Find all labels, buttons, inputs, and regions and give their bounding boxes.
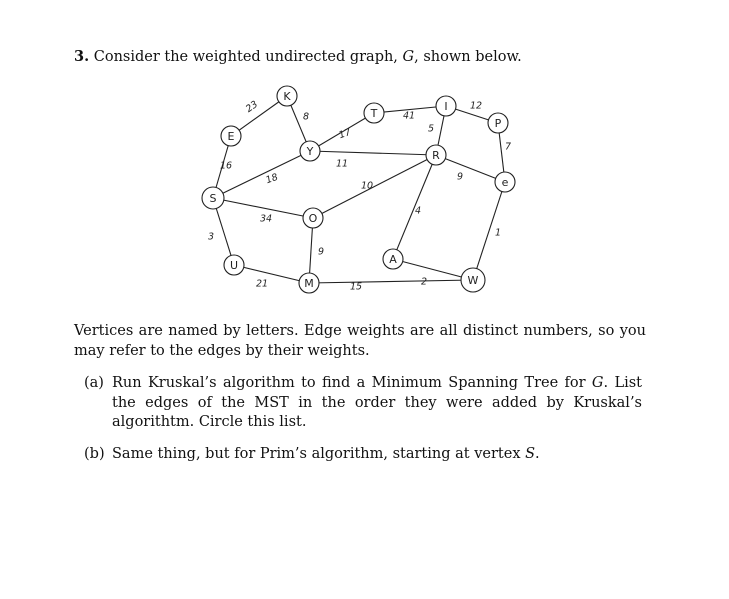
- edge-Y-R: [310, 151, 436, 155]
- vertex-label-U: U: [229, 259, 239, 272]
- edge-S-Y: [213, 151, 310, 198]
- vertex-label-P: P: [494, 117, 502, 130]
- part-a: [84, 374, 642, 433]
- edge-weight-M-W: 15: [349, 281, 363, 293]
- vertex-e: [495, 172, 515, 192]
- edge-weight-E-S: 16: [219, 160, 233, 172]
- edge-weight-U-M: 21: [255, 278, 269, 290]
- problem-number: 3.: [74, 48, 90, 65]
- vertex-label-W: W: [467, 274, 479, 287]
- edge-weight-I-P: 12: [469, 100, 483, 112]
- vertex-P: [488, 113, 508, 133]
- vertex-U: [224, 255, 244, 275]
- vertex-label-O: O: [308, 212, 318, 225]
- edge-M-W: [309, 280, 473, 283]
- edge-weight-O-M: 9: [317, 246, 325, 258]
- vertex-label-S: S: [209, 192, 217, 205]
- edge-weight-O-R: 10: [360, 180, 374, 192]
- part-b-text-after: .: [535, 446, 540, 462]
- part-b-marker: (b): [84, 446, 105, 462]
- part-a-content: [112, 374, 642, 433]
- edge-weight-S-U: 3: [207, 231, 215, 243]
- part-b-text-before: Same thing, but for Prim’s algorithm, starting at vertex: [112, 446, 521, 462]
- vertex-label-M: M: [304, 277, 314, 290]
- part-b-content: [112, 445, 642, 465]
- edge-weight-S-Y: 18: [264, 171, 280, 187]
- problem-intro-after: , shown below.: [414, 49, 522, 65]
- vertex-M: [299, 273, 319, 293]
- vertex-A: [383, 249, 403, 269]
- part-a-marker: (a): [84, 375, 104, 391]
- vertex-K: [277, 86, 297, 106]
- problem-graph-name: G: [402, 49, 415, 65]
- edge-weight-Y-T: 17: [337, 126, 353, 142]
- vertex-I: [436, 96, 456, 116]
- problem-intro-before: Consider the weighted undirected graph,: [93, 49, 398, 65]
- edge-weight-R-e: 9: [456, 171, 464, 183]
- vertex-S: [202, 187, 224, 209]
- part-a-text-after: . List the edges of the MST in the order they were added by Kruskal’s algorithtm. Circle this list.: [112, 375, 642, 430]
- part-a-graph-name: G: [591, 375, 604, 391]
- vertex-label-R: R: [432, 149, 440, 162]
- part-b-vertex: S: [525, 446, 536, 462]
- vertex-E: [221, 126, 241, 146]
- description-paragraph: [74, 322, 646, 361]
- vertex-label-A: A: [389, 253, 397, 266]
- edge-weight-K-Y: 8: [302, 111, 310, 123]
- edge-weight-E-K: 23: [243, 99, 261, 115]
- vertex-Y: [300, 141, 320, 161]
- vertex-label-K: K: [283, 90, 291, 103]
- vertex-O: [303, 208, 323, 228]
- edge-weight-T-I: 41: [402, 110, 416, 122]
- vertex-label-Y: Y: [306, 145, 314, 158]
- edge-weight-A-W: 2: [420, 276, 428, 288]
- part-a-text-before: Run Kruskal’s algorithm to find a Minimum Spanning Tree for: [112, 375, 586, 391]
- edge-weight-e-W: 1: [494, 227, 502, 239]
- edge-R-e: [436, 155, 505, 182]
- edge-U-M: [234, 265, 309, 283]
- vertex-label-E: E: [227, 130, 235, 143]
- vertex-label-I: I: [444, 100, 448, 113]
- vertex-W: [461, 268, 485, 292]
- vertex-label-e: e: [501, 176, 509, 189]
- vertex-R: [426, 145, 446, 165]
- edge-weight-R-A: 4: [414, 205, 422, 217]
- edge-weight-S-O: 34: [259, 213, 273, 225]
- description-text: Vertices are named by letters. Edge weights are all distinct numbers, so you may refer to the edges by their weights.: [74, 323, 646, 359]
- part-b: [84, 445, 642, 465]
- vertex-T: [364, 103, 384, 123]
- edge-weight-Y-R: 11: [335, 158, 349, 170]
- edge-weight-P-e: 7: [504, 141, 512, 153]
- vertex-label-T: T: [370, 107, 378, 120]
- edge-weight-I-R: 5: [427, 123, 435, 135]
